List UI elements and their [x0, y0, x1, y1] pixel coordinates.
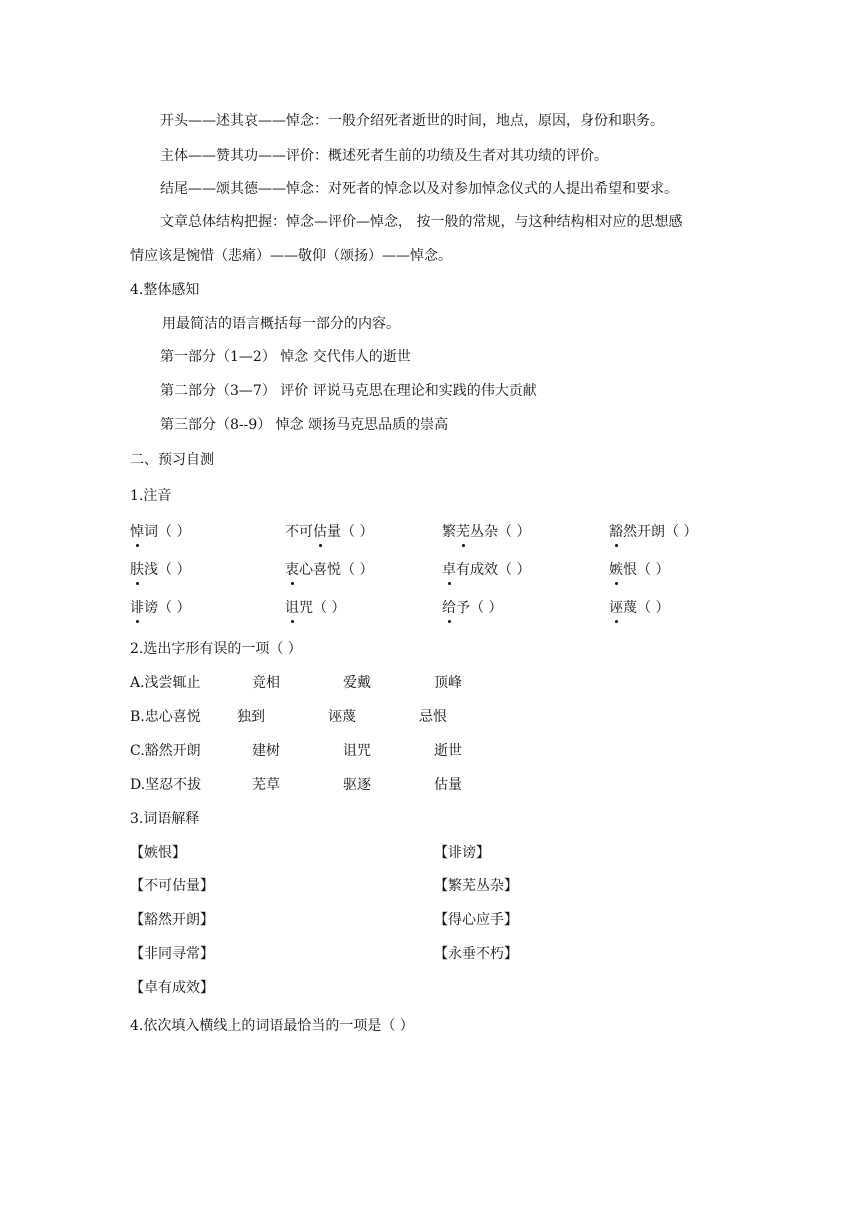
- pinyin-answer-blank[interactable]: （ ）: [313, 600, 346, 616]
- option-d-label[interactable]: D.坚忍不拔: [130, 777, 202, 793]
- pinyin-dotted-char: 卓: [442, 562, 456, 578]
- option-word: 诬蔑: [328, 709, 356, 725]
- pinyin-answer-blank[interactable]: （ ）: [158, 562, 191, 578]
- option-a-label[interactable]: A.浅尝辄止: [130, 675, 201, 691]
- vocab-term: 【得心应手】: [434, 912, 518, 928]
- pinyin-word-suffix: 浅: [144, 562, 158, 578]
- spelling-heading: 2.选出字形有误的一项（ ）: [130, 641, 302, 657]
- pinyin-item: [285, 560, 373, 580]
- pinyin-answer-blank[interactable]: （ ）: [158, 524, 191, 540]
- pinyin-word-suffix: 然开朗: [623, 524, 665, 540]
- pinyin-word-suffix: 词: [144, 524, 158, 540]
- pinyin-dotted-char: 给: [442, 600, 456, 616]
- option-word: 建树: [252, 743, 280, 759]
- pinyin-word-prefix: 不可: [285, 524, 313, 540]
- pinyin-heading: 1.注音: [130, 488, 172, 504]
- pinyin-answer-blank[interactable]: （ ）: [665, 524, 698, 540]
- vocab-term: 【豁然开朗】: [130, 912, 214, 928]
- option-word: 忌恨: [419, 709, 447, 725]
- pinyin-word-suffix: 恨: [623, 562, 637, 578]
- pinyin-dotted-char: 豁: [609, 524, 623, 540]
- pinyin-dotted-char: 估: [313, 524, 327, 540]
- pinyin-answer-blank[interactable]: （ ）: [498, 524, 531, 540]
- option-word: 驱逐: [343, 777, 371, 793]
- pinyin-word-suffix: 谤: [144, 600, 158, 616]
- option-c-label[interactable]: C.豁然开朗: [130, 743, 201, 759]
- pinyin-item: [442, 560, 530, 580]
- pinyin-item: [130, 560, 190, 580]
- option-word: 逝世: [434, 743, 462, 759]
- pinyin-word-suffix: 量: [327, 524, 341, 540]
- pinyin-word-prefix: 繁: [442, 524, 456, 540]
- structure-opening: 开头——述其哀——悼念：一般介绍死者逝世的时间，地点，原因，身份和职务。: [160, 113, 664, 129]
- pinyin-answer-blank[interactable]: （ ）: [341, 524, 374, 540]
- structure-body: 主体——赞其功——评价：概述死者生前的功绩及生者对其功绩的评价。: [160, 148, 608, 164]
- pinyin-word-suffix: 咒: [299, 600, 313, 616]
- option-word: 爱戴: [343, 675, 371, 691]
- pinyin-item: [285, 598, 345, 618]
- option-b-label[interactable]: B.忠心喜悦: [130, 709, 201, 725]
- pinyin-word-suffix: 蔑: [623, 600, 637, 616]
- pinyin-dotted-char: 肤: [130, 562, 144, 578]
- structure-overall-line1: 文章总体结构把握：悼念—评价—悼念， 按一般的常规，与这种结构相对应的思想感: [160, 214, 683, 230]
- structure-ending: 结尾——颂其德——悼念：对死者的悼念以及对参加悼念仪式的人提出希望和要求。: [160, 181, 678, 197]
- pinyin-item: [130, 522, 190, 542]
- pinyin-answer-blank[interactable]: （ ）: [158, 600, 191, 616]
- pinyin-answer-blank[interactable]: （ ）: [470, 600, 503, 616]
- option-word: 独到: [237, 709, 265, 725]
- structure-overall-line2: 情应该是惋惜（悲痛）——敬仰（颂扬）——悼念。: [130, 248, 452, 264]
- vocab-term: 【卓有成效】: [130, 980, 214, 996]
- pinyin-dotted-char: 芜: [456, 524, 470, 540]
- pinyin-word-suffix: 有成效: [456, 562, 498, 578]
- pinyin-dotted-char: 衷: [285, 562, 299, 578]
- vocab-term: 【诽谤】: [434, 845, 490, 861]
- pinyin-answer-blank[interactable]: （ ）: [341, 562, 374, 578]
- vocab-term: 【嫉恨】: [130, 845, 186, 861]
- fill-heading: 4.依次填入横线上的词语最恰当的一项是（ ）: [130, 1018, 414, 1034]
- option-word: 诅咒: [343, 743, 371, 759]
- perception-intro: 用最简洁的语言概括每一部分的内容。: [162, 316, 400, 332]
- pinyin-word-suffix: 丛杂: [470, 524, 498, 540]
- pinyin-dotted-char: 诅: [285, 600, 299, 616]
- pinyin-word-suffix: 心喜悦: [299, 562, 341, 578]
- vocab-heading: 3.词语解释: [130, 811, 200, 827]
- pinyin-dotted-char: 诬: [609, 600, 623, 616]
- pinyin-dotted-char: 诽: [130, 600, 144, 616]
- pinyin-item: [609, 598, 669, 618]
- perception-part2: 第二部分（3—7） 评价 评说马克思在理论和实践的伟大贡献: [160, 383, 537, 399]
- pinyin-dotted-char: 悼: [130, 524, 144, 540]
- pinyin-item: [130, 598, 190, 618]
- perception-part1: 第一部分（1—2） 悼念 交代伟人的逝世: [160, 349, 411, 365]
- option-word: 芜草: [252, 777, 280, 793]
- pinyin-answer-blank[interactable]: （ ）: [637, 562, 670, 578]
- vocab-term: 【繁芜丛杂】: [434, 878, 518, 894]
- option-word: 顶峰: [434, 675, 462, 691]
- pinyin-dotted-char: 嫉: [609, 562, 623, 578]
- pinyin-item: [442, 522, 530, 542]
- perception-part3: 第三部分（8--9） 悼念 颂扬马克思品质的崇高: [160, 417, 449, 433]
- pinyin-item: [609, 560, 669, 580]
- preview-heading: 二、预习自测: [130, 452, 214, 468]
- option-word: 估量: [434, 777, 462, 793]
- vocab-term: 【非同寻常】: [130, 946, 214, 962]
- perception-heading: 4.整体感知: [130, 282, 200, 298]
- vocab-term: 【永垂不朽】: [434, 946, 518, 962]
- pinyin-answer-blank[interactable]: （ ）: [637, 600, 670, 616]
- pinyin-item: [285, 522, 373, 542]
- vocab-term: 【不可估量】: [130, 878, 214, 894]
- pinyin-item: [442, 598, 502, 618]
- option-word: 竞相: [252, 675, 280, 691]
- pinyin-item: [609, 522, 697, 542]
- pinyin-word-suffix: 予: [456, 600, 470, 616]
- pinyin-answer-blank[interactable]: （ ）: [498, 562, 531, 578]
